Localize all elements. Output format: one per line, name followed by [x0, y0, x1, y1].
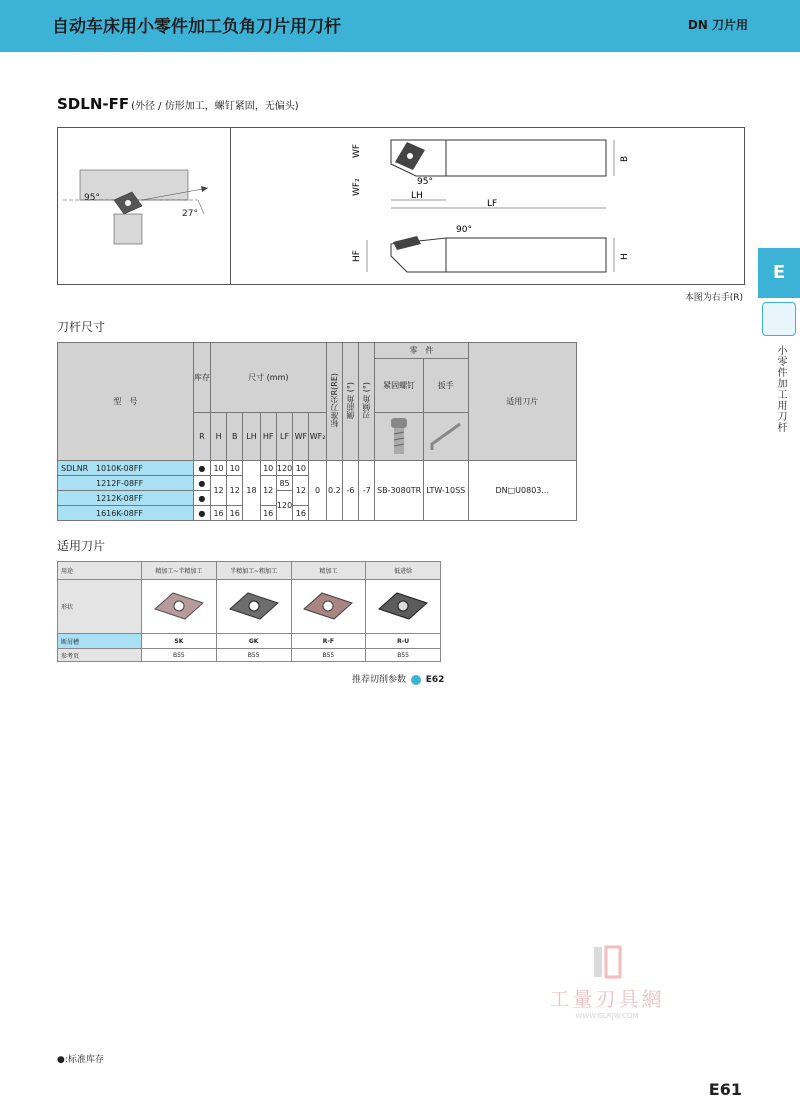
screw-image-cell [375, 413, 424, 461]
b-row-1: 10 [227, 461, 243, 476]
wf-row-1: 10 [293, 461, 309, 476]
watermark-url: WWW.GLRJW.COM [575, 1012, 639, 1020]
model-row-4: 1616K-08FF [58, 506, 194, 521]
model-row-1: SDLNR 1010K-08FF [58, 461, 194, 476]
hf-row-4: 16 [260, 506, 276, 521]
re-shared: 0.2 [326, 461, 342, 521]
arrow-circle-icon [411, 675, 421, 685]
incl-shared: -7 [359, 461, 375, 521]
b-row-2: 12 [227, 476, 243, 506]
model-title [57, 95, 299, 113]
use-rf: 精加工 [291, 562, 366, 580]
cutting-params-label: 推荐切削参数 [352, 675, 407, 685]
section-tab-e[interactable]: E [758, 248, 800, 298]
cutting-params-link[interactable] [352, 672, 444, 685]
use-gk: 半精加工~粗加工 [216, 562, 291, 580]
wf2-shared: 0 [309, 461, 326, 521]
col-lh: LH [243, 413, 260, 461]
use-ru: 低进给 [366, 562, 441, 580]
header-insert: 适用刀片 [468, 343, 577, 461]
page-sk[interactable]: B55 [142, 649, 217, 662]
wf-row-4: 16 [293, 506, 309, 521]
wf-row-2: 12 [293, 476, 309, 506]
stock-legend: ●:标准库存 [57, 1055, 104, 1065]
header-screw: 紧固螺钉 [375, 359, 424, 413]
dimension-drawing [231, 128, 745, 284]
hf-row-2: 12 [260, 476, 276, 506]
page-ru[interactable]: B55 [366, 649, 441, 662]
watermark [537, 945, 677, 1025]
insert-sk-icon [149, 589, 209, 623]
lh-shared: 18 [243, 461, 260, 521]
row-label-groove: 断屑槽 [58, 634, 142, 649]
page-title: 自动车床用小零件加工负角刀片用刀杆 [52, 17, 341, 37]
row-label-use: 用途 [58, 562, 142, 580]
drawing-box [57, 127, 745, 285]
header-re: 标准刀尖R(RE) [326, 343, 342, 461]
row-label-page: 参考页 [58, 649, 142, 662]
row-label-shape: 形状 [58, 580, 142, 634]
angle-27-label: 27° [182, 209, 198, 219]
groove-sk: SK [142, 634, 217, 649]
side-view-shank [446, 238, 606, 272]
wf2-label: WF₂ [352, 178, 362, 196]
h-label: H [620, 253, 630, 260]
page-header [0, 0, 800, 52]
rake-shared: -6 [342, 461, 358, 521]
stock-row-4: ● [193, 506, 210, 521]
lf-label: LF [487, 199, 498, 209]
shape-sk [142, 580, 217, 634]
insert-rf-icon [298, 589, 358, 623]
page-number: E61 [708, 1080, 742, 1099]
header-wrench: 扳手 [423, 359, 468, 413]
angle-line [198, 200, 204, 214]
h-row-2: 12 [210, 476, 226, 506]
wf-label: WF [352, 143, 362, 158]
col-b: B [227, 413, 243, 461]
stock-row-3: ● [193, 491, 210, 506]
machining-diagram [58, 128, 230, 284]
angle-95-label: 95° [84, 193, 100, 203]
stock-row-2: ● [193, 476, 210, 491]
groove-ru: R-U [366, 634, 441, 649]
spec-section-title: 刀杆尺寸 [57, 320, 106, 334]
hand-note: 本图为右手(R) [684, 293, 743, 303]
model-code: SDLN-FF [57, 95, 130, 113]
header-parts: 零 件 [375, 343, 468, 359]
lf-row-2: 85 [276, 476, 292, 491]
header-dims: 尺寸 (mm) [210, 343, 326, 413]
wrench-icon [426, 416, 466, 456]
b-label: B [620, 155, 630, 162]
model-description: (外径 / 仿形加工，螺钉紧固，无偏头) [131, 101, 299, 112]
holder-shank [114, 214, 142, 244]
lf-row-1: 120 [276, 461, 292, 476]
insert-hole [125, 200, 131, 206]
h-row-4: 16 [210, 506, 226, 521]
groove-rf: R-F [291, 634, 366, 649]
col-hf: HF [260, 413, 276, 461]
lh-label: LH [411, 191, 423, 201]
groove-gk: GK [216, 634, 291, 649]
col-wf2: WF₂ [309, 413, 326, 461]
top-view-shank [446, 140, 606, 176]
shape-ru [366, 580, 441, 634]
b-row-4: 16 [227, 506, 243, 521]
model-row-3: 1212K-08FF [58, 491, 194, 506]
side-vertical-label: 小零件加工用刀杆 [775, 345, 786, 433]
watermark-brand: 工量刃具網 [549, 987, 665, 1011]
stock-row-1: ● [193, 461, 210, 476]
col-h: H [210, 413, 226, 461]
header-incl: 刃倾角 (°) [359, 343, 375, 461]
header-rake: 侧前角 (°) [342, 343, 358, 461]
col-wf: WF [293, 413, 309, 461]
h-row-1: 10 [210, 461, 226, 476]
col-r: R [193, 413, 210, 461]
hf-label: HF [352, 250, 362, 262]
feed-arrow [201, 186, 208, 192]
col-lf: LF [276, 413, 292, 461]
insert-gk-icon [224, 589, 284, 623]
wrench-image-cell [423, 413, 468, 461]
lf-row-3: 120 [276, 491, 292, 521]
cutting-params-page: E62 [425, 675, 445, 685]
screw-shared: SB-3080TR [375, 461, 424, 521]
category-tag: DN 刀片用 [687, 18, 748, 32]
spec-table [57, 342, 577, 521]
hf-row-1: 10 [260, 461, 276, 476]
page-rf[interactable]: B55 [291, 649, 366, 662]
header-stock: 库存 [193, 343, 210, 413]
shape-gk [216, 580, 291, 634]
angle-95-top-label: 95° [417, 177, 433, 187]
angle-90-label: 90° [456, 225, 472, 235]
page-gk[interactable]: B55 [216, 649, 291, 662]
wrench-shared: LTW-10SS [423, 461, 468, 521]
screw-icon [388, 416, 410, 456]
top-view-insert-hole [407, 153, 413, 159]
model-row-2: 1212F-08FF [58, 476, 194, 491]
insert-table [57, 561, 441, 662]
insert-shared: DN□U0803... [468, 461, 577, 521]
insert-ru-icon [373, 589, 433, 623]
use-sk: 精加工~半精加工 [142, 562, 217, 580]
watermark-logo-icon [592, 945, 622, 979]
insert-section-title: 适用刀片 [57, 539, 106, 553]
header-model: 型 号 [58, 343, 194, 461]
shape-rf [291, 580, 366, 634]
holder-thumbnail-icon [762, 302, 796, 336]
